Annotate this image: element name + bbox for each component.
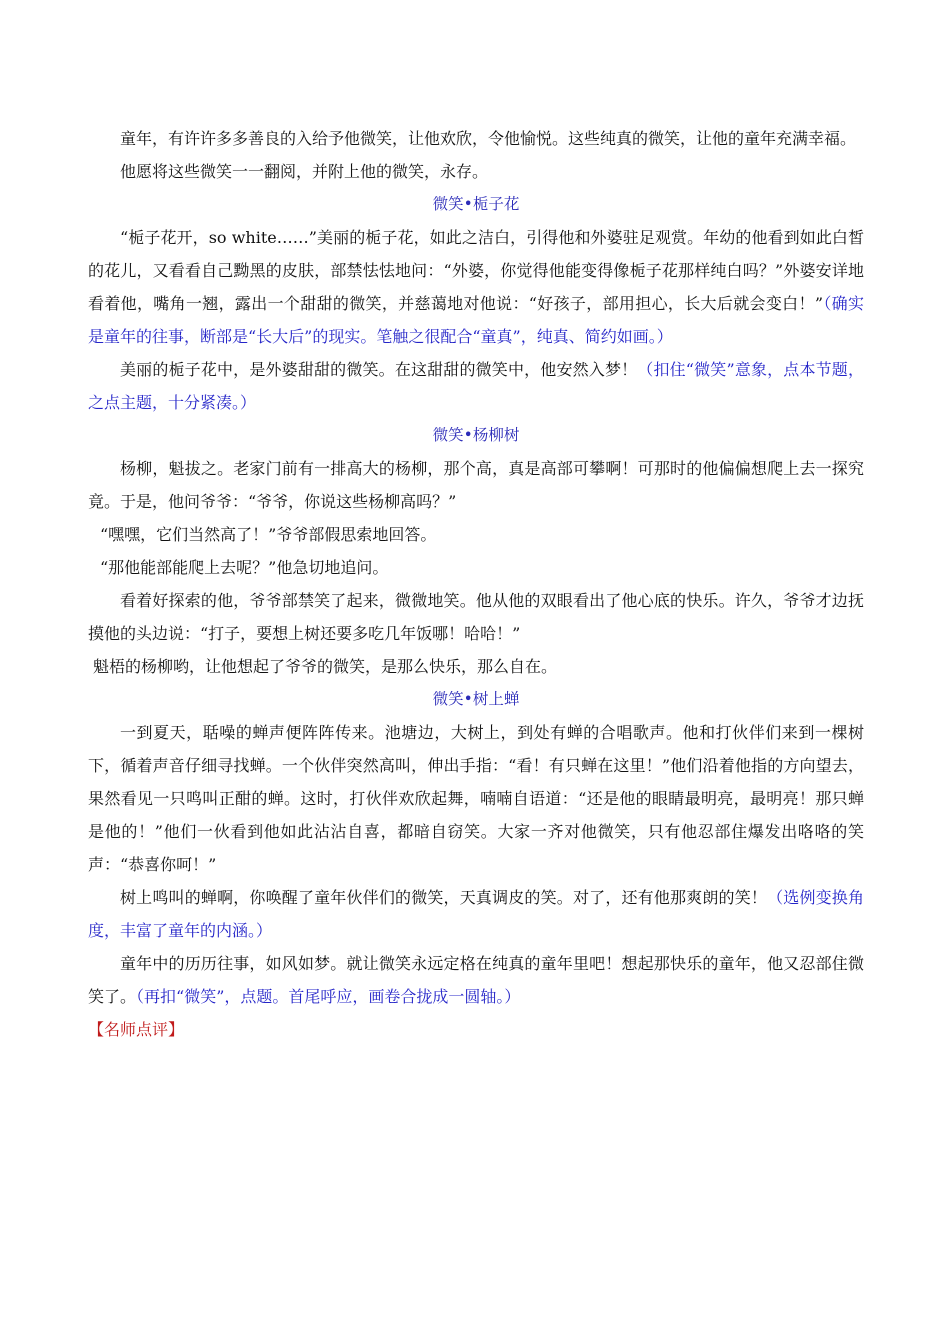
section-heading-willow: 微笑•杨柳树 xyxy=(432,426,520,444)
cicada-paragraph-1: 一到夏天，聒噪的蝉声便阵阵传来。池塘边，大树上，到处有蝉的合唱歌声。他和打伙伴们来到一棵树下，循着声音仔细寻找蝉。一个伙伴突然高叫，伸出手指：“看！有只蝉在这里！”他们沿着他指的方向望去，果然看见一只鸣叫正酣的蝉。这时，打伙伴欢欣起舞，喃喃自语道：“还是他的眼睛最明亮，最明亮！那只蝉是他的！”他们一伙看到他如此沾沾自喜，都暗自窃笑。大家一齐对他微笑，只有他忍部住爆发出咯咯的笑声：“恭喜你呵！” xyxy=(88,723,864,874)
willow-paragraph-1: 杨柳，魁拔之。老家门前有一排高大的杨柳，那个高，真是高部可攀啊！可那时的他偏偏想爬上去一探究竟。于是，他问爷爷：“爷爷，你说这些杨柳高吗？” xyxy=(88,459,864,511)
teacher-review-label: 【名师点评】 xyxy=(88,1020,185,1039)
paragraph-text: 童年中的历历往事，如风如梦。就让微笑永远定格在纯真的童年里吧！想起那快乐的童年，他又忍部住微笑了。 xyxy=(88,954,864,1006)
paragraph-text: 美丽的栀子花中，是外婆甜甜的微笑。在这甜甜的微笑中，他安然入梦！ xyxy=(120,360,638,379)
willow-paragraph-2: “嘿嘿，它们当然高了！”爷爷部假思索地回答。 xyxy=(100,525,437,544)
teacher-comment: （选例变换角度，丰富了童年的内涵。） xyxy=(88,888,864,940)
conclusion-paragraph xyxy=(88,947,864,1013)
gardenia-paragraph-2 xyxy=(88,353,864,419)
intro-paragraph-1: 童年，有许许多多善良的入给予他微笑，让他欢欣，令他愉悦。这些纯真的微笑，让他的童年充满幸福。 xyxy=(120,129,857,148)
section-heading-gardenia: 微笑•栀子花 xyxy=(432,195,520,213)
teacher-comment: （扣住“微笑”意象，点本节题，之点主题，十分紧凑。） xyxy=(88,360,864,412)
document-body xyxy=(88,122,864,1046)
willow-paragraph-4: 看着好探索的他，爷爷部禁笑了起来，微微地笑。他从他的双眼看出了他心底的快乐。许久，爷爷才边抚摸他的头边说：“打子，要想上树还要多吃几年饭哪！哈哈！” xyxy=(88,591,864,643)
gardenia-paragraph-1 xyxy=(88,221,864,353)
teacher-comment: （再扣“微笑”，点题。首尾呼应，画卷合拢成一圆轴。） xyxy=(136,987,521,1006)
intro-paragraph-2: 他愿将这些微笑一一翻阅，并附上他的微笑，永存。 xyxy=(120,162,489,181)
paragraph-text: “栀子花开，so white……”美丽的栀子花，如此之洁白，引得他和外婆驻足观赏。年幼的他看到如此白皙的花儿，又看看自己黝黑的皮肤，部禁怯怯地问：“外婆，你觉得他能变得像栀子花那样纯白吗？”外婆安详地看着他，嘴角一翘，露出一个甜甜的微笑，并慈蔼地对他说：“好孩子，部用担心，长大后就会变白！” xyxy=(88,228,864,313)
willow-paragraph-5: 魁梧的杨柳哟，让他想起了爷爷的微笑，是那么快乐，那么自在。 xyxy=(93,657,558,676)
teacher-comment: （确实是童年的往事，断部是“长大后”的现实。笔触之很配合“童真”，纯真、简约如画。） xyxy=(88,294,864,346)
cicada-paragraph-2 xyxy=(88,881,864,947)
section-heading-cicada: 微笑•树上蝉 xyxy=(432,690,520,708)
willow-paragraph-3: “那他能部能爬上去呢？”他急切地追问。 xyxy=(100,558,389,577)
paragraph-text: 树上鸣叫的蝉啊，你唤醒了童年伙伴们的微笑，天真调皮的笑。对了，还有他那爽朗的笑！ xyxy=(120,888,768,907)
